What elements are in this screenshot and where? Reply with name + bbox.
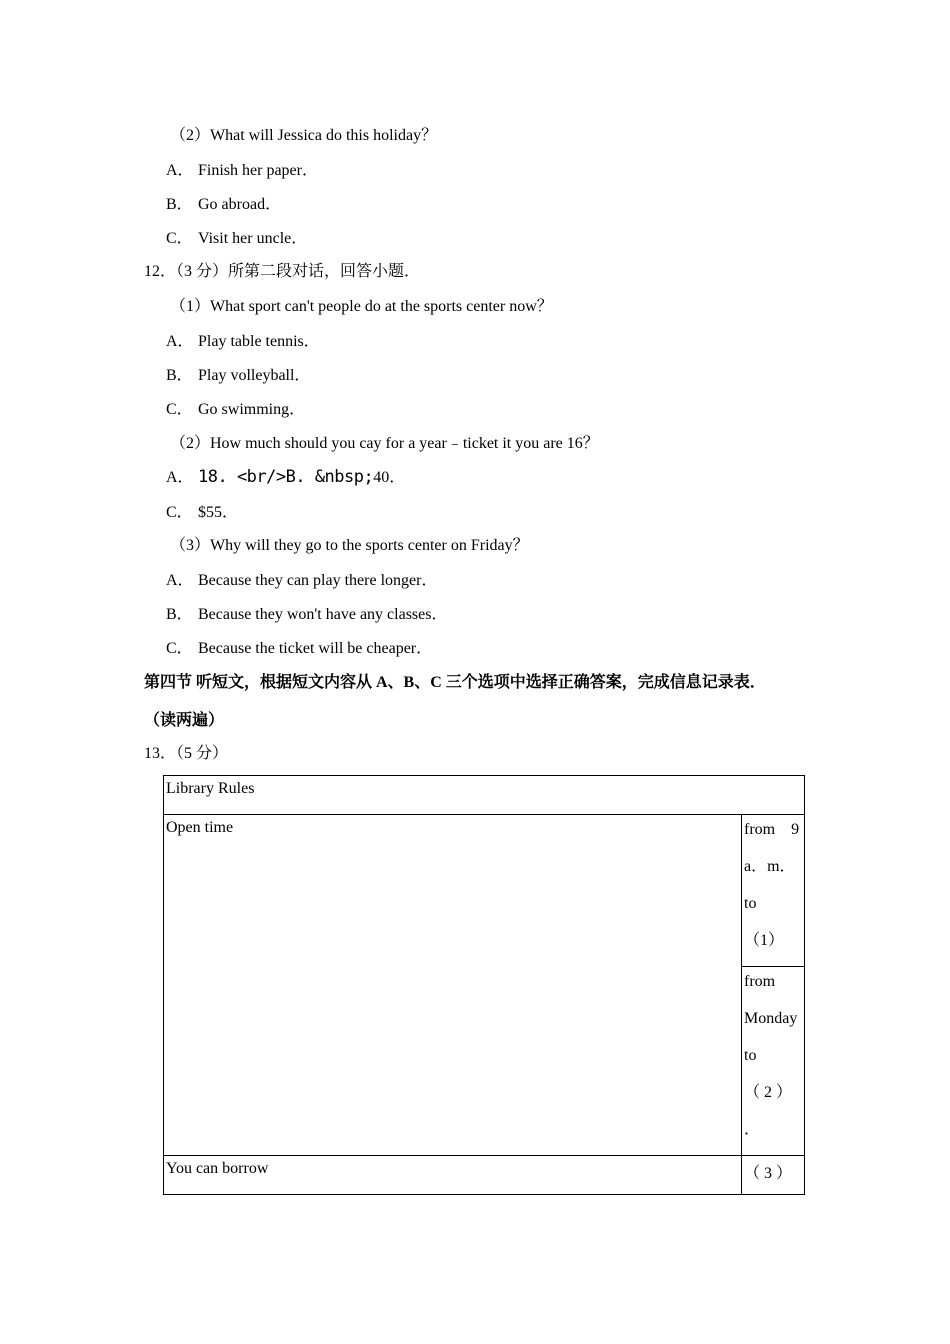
option-text: Go abroad． <box>198 196 282 213</box>
option-letter: A． <box>166 162 194 179</box>
cell-line: to <box>744 1047 757 1064</box>
cell-line: to <box>744 895 757 912</box>
q11-sub2-option-a <box>166 161 318 181</box>
option-text: Because they won't have any classes． <box>198 606 448 623</box>
option-letter: B． <box>166 196 193 213</box>
option-text: Visit her uncle． <box>198 230 308 247</box>
q12-sub1-option-a <box>166 332 320 352</box>
cell-line: a．m． <box>744 858 796 875</box>
cell-line: from 9 <box>744 821 800 838</box>
cell-line: Monday <box>744 1010 798 1027</box>
option-letter: B． <box>166 367 193 384</box>
option-letter: C． <box>166 504 193 521</box>
option-text: Go swimming． <box>198 401 306 418</box>
option-text: $55． <box>198 504 239 521</box>
option-letter: B． <box>166 606 193 623</box>
open-time-days-cell <box>742 967 805 1156</box>
cell-line: （1） <box>744 932 785 949</box>
borrow-blank-cell: （ 3 ） <box>742 1156 805 1195</box>
q12-sub1-question: （1）What sport can't people do at the sports center now？ <box>170 298 553 315</box>
q11-sub2-question: （2）What will Jessica do this holiday？ <box>170 127 438 144</box>
option-letter: C． <box>166 230 193 247</box>
option-text: 40． <box>373 469 406 486</box>
cell-line: ． <box>744 1121 761 1138</box>
borrow-label: You can borrow <box>164 1156 742 1195</box>
option-image-text: 18. <br/>B. &nbsp; <box>198 467 374 487</box>
q12-sub2-question: （2）How much should you cay for a year﹣ticket it you are 16？ <box>170 435 599 452</box>
q13-header: 13．（5 分） <box>144 745 229 762</box>
section4-title: 第四节 听短文，根据短文内容从 A、B、C 三个选项中选择正确答案，完成信息记录表． <box>144 674 766 691</box>
library-rules-table <box>163 775 805 1195</box>
q11-sub2-option-c <box>166 229 307 249</box>
cell-line: （ 2 ） <box>744 1084 793 1101</box>
option-letter: A． <box>166 572 194 589</box>
option-letter: C． <box>166 640 193 657</box>
option-letter: C． <box>166 401 193 418</box>
q12-sub3-option-c <box>166 639 432 659</box>
table-title: Library Rules <box>164 776 805 815</box>
section4-note: （读两遍） <box>144 712 225 729</box>
q12-sub2-option-c <box>166 503 238 523</box>
q12-sub2-option-a <box>166 467 405 488</box>
q12-sub3-option-b <box>166 605 447 625</box>
open-time-label: Open time <box>164 815 742 1156</box>
q11-sub2-option-b <box>166 195 281 215</box>
q12-sub3-option-a <box>166 571 437 591</box>
option-text: Finish her paper． <box>198 162 318 179</box>
option-text: Because they can play there longer． <box>198 572 438 589</box>
q12-sub1-option-b <box>166 366 310 386</box>
q12-sub1-option-c <box>166 400 305 420</box>
option-text: Because the ticket will be cheaper． <box>198 640 433 657</box>
option-text: Play volleyball． <box>198 367 311 384</box>
q12-header: 12．（3 分）所第二段对话，回答小题． <box>144 263 421 280</box>
option-letter: A． <box>166 469 194 486</box>
option-text: Play table tennis． <box>198 333 320 350</box>
cell-line: from <box>744 973 776 990</box>
open-time-hours-cell <box>742 815 805 967</box>
q12-sub3-question: （3）Why will they go to the sports center on Friday？ <box>170 537 529 554</box>
option-letter: A． <box>166 333 194 350</box>
